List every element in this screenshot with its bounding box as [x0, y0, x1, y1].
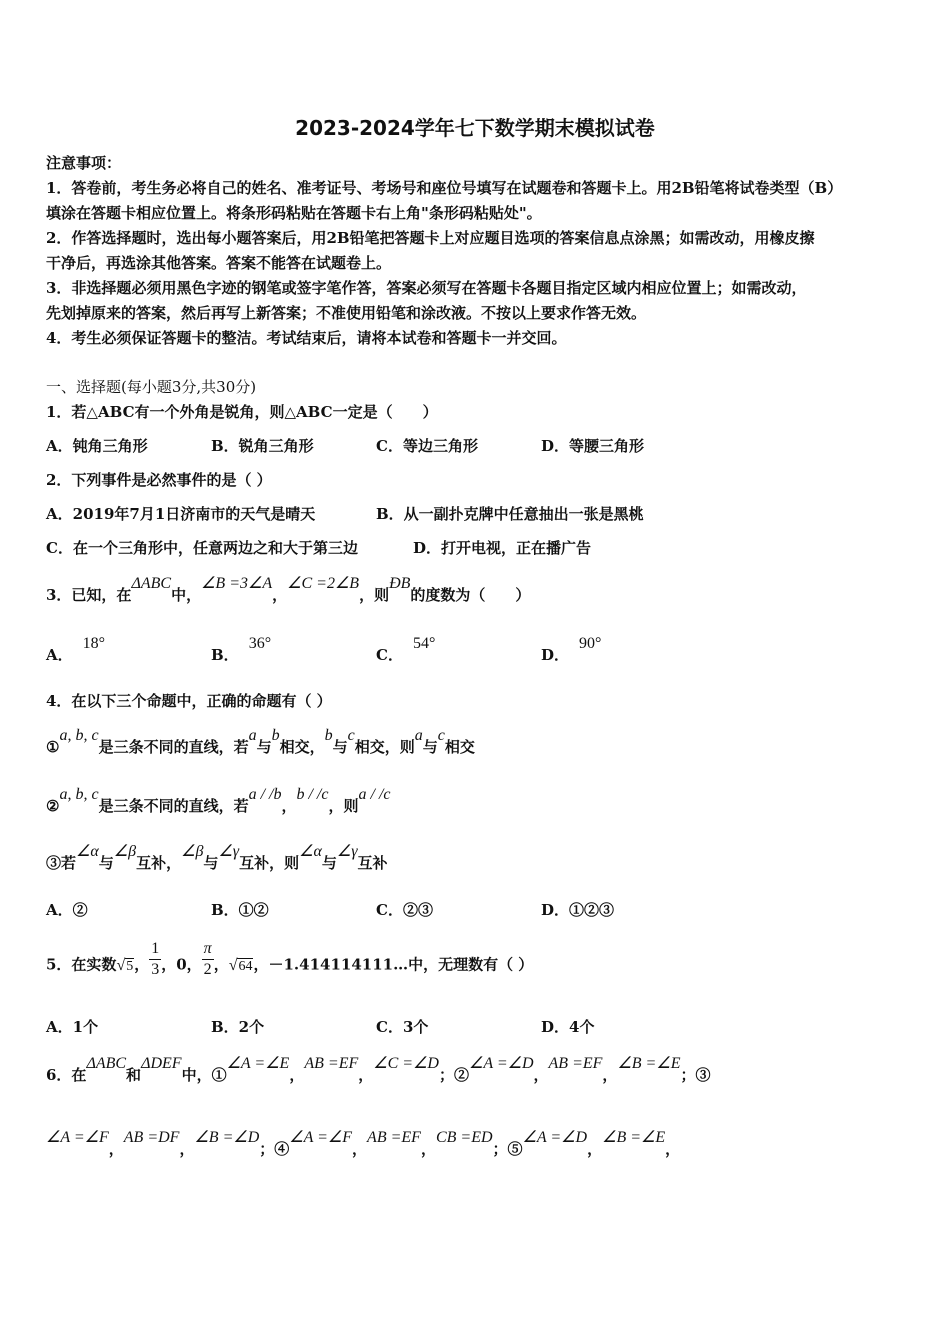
page-title: 2023-2024学年七下数学期末模拟试卷: [295, 116, 655, 140]
text: ，: [134, 955, 150, 974]
fraction: [149, 939, 161, 980]
math: ∠C =2∠B: [287, 575, 360, 592]
math: a, b, c: [59, 727, 99, 744]
q4-proposition-2: [46, 786, 391, 816]
q1-option-b: B．锐角三角形: [211, 437, 314, 455]
text: 5．在实数: [46, 955, 117, 974]
text: 互补，: [136, 854, 182, 872]
option-value: 54°: [412, 635, 436, 652]
fraction: [202, 939, 214, 980]
q4-proposition-3: [46, 843, 388, 873]
math: ∠A =∠F: [289, 1129, 353, 1146]
text: ，: [213, 955, 229, 974]
q2-option-c: C．在一个三角形中，任意两边之和大于第三边: [46, 539, 358, 557]
notice-line: 4．考生必须保证答题卡的整洁。考试结束后，请将本试卷和答题卡一并交回。: [46, 329, 567, 347]
section-heading: 一、选择题(每小题3分,共30分): [46, 378, 257, 396]
question-6-line-2: [46, 1129, 681, 1159]
math: ∠A =∠E: [226, 1055, 290, 1072]
text: 相交: [444, 738, 475, 756]
q4-option-b: B．①②: [211, 901, 269, 919]
text: ，0，: [161, 955, 202, 974]
text: 相交，则: [354, 738, 415, 756]
radicand: 64: [238, 958, 253, 974]
text: ，: [587, 1140, 603, 1158]
text: ，则: [359, 586, 390, 604]
q5-option-b: B．2个: [211, 1018, 265, 1036]
notice-line: 干净后，再选涂其他答案。答案不能答在试题卷上。: [46, 254, 392, 272]
math: c: [437, 727, 445, 744]
q3-option-a: [46, 635, 106, 665]
math: a / /c: [358, 786, 391, 803]
text: ，: [665, 1140, 681, 1158]
text: 是三条不同的直线，若: [98, 797, 249, 815]
text: 的度数为（ ）: [410, 586, 531, 604]
text: 互补: [357, 854, 388, 872]
text: ；④: [259, 1140, 290, 1158]
math: ∠γ: [218, 843, 240, 860]
question-3-stem: [46, 575, 531, 605]
notice-line: 1．答卷前，考生务必将自己的姓名、准考证号、考场号和座位号填写在试题卷和答题卡上。用2B铅笔将试卷类型（B）: [46, 179, 843, 197]
option-label: D．: [541, 646, 570, 664]
math: ∠β: [181, 843, 204, 860]
sqrt-expression: √64: [228, 956, 253, 974]
text: ，: [533, 1066, 549, 1084]
math: ΔABC: [131, 575, 172, 592]
text: ；③: [680, 1066, 711, 1084]
q5-option-a: A．1个: [46, 1018, 99, 1036]
math: ∠B =∠E: [617, 1055, 681, 1072]
radicand: 5: [126, 958, 134, 974]
text: 3．已知，在: [46, 586, 132, 604]
text: 与: [98, 854, 114, 872]
q4-option-a: A．②: [46, 901, 88, 919]
question-4-stem: 4．在以下三个命题中，正确的命题有（ ）: [46, 692, 332, 710]
question-2-stem: 2．下列事件是必然事件的是（ ）: [46, 471, 272, 489]
q5-option-c: C．3个: [376, 1018, 429, 1036]
option-value: 36°: [248, 635, 272, 652]
text: ③若: [46, 854, 77, 872]
text: ，: [420, 1140, 436, 1158]
text: 中，①: [181, 1066, 227, 1084]
text: 和: [126, 1066, 142, 1084]
math: ∠A =∠F: [46, 1129, 109, 1146]
math: AB =EF: [367, 1129, 421, 1146]
text: ，: [281, 797, 297, 815]
denominator: 2: [203, 961, 212, 978]
text: 6．在: [46, 1066, 87, 1084]
math: a / /b: [248, 786, 282, 803]
math: AB =EF: [548, 1055, 603, 1072]
text: ①: [46, 738, 60, 756]
q4-option-d: D．①②③: [541, 901, 615, 919]
q3-option-d: [541, 635, 602, 665]
notice-heading: 注意事项：: [46, 154, 122, 172]
math: ∠A =∠D: [522, 1129, 588, 1146]
q3-option-b: [211, 635, 272, 665]
text: ，: [272, 586, 288, 604]
q2-option-d: D．打开电视，正在播广告: [413, 539, 592, 557]
text: 与: [332, 738, 348, 756]
denominator: 3: [151, 961, 160, 978]
math: ∠α: [299, 843, 322, 860]
option-value: 90°: [579, 635, 602, 652]
math: ∠A =∠D: [468, 1055, 534, 1072]
math: b: [271, 727, 280, 744]
option-label: C．: [376, 646, 403, 664]
text: 与: [256, 738, 272, 756]
math: ∠C =∠D: [373, 1055, 439, 1072]
question-1-stem: 1．若△ABC有一个外角是锐角，则△ABC一定是（ ）: [46, 403, 438, 421]
notice-line: 2．作答选择题时，选出每小题答案后，用2B铅笔把答题卡上对应题目选项的答案信息点涂黑；如需改动，用橡皮擦: [46, 229, 815, 247]
text: 是三条不同的直线，若: [98, 738, 249, 756]
math: ∠α: [76, 843, 99, 860]
math: CB =ED: [435, 1129, 493, 1146]
math: b / /c: [296, 786, 329, 803]
numerator: 1: [149, 939, 161, 960]
text: ；⑤: [492, 1140, 523, 1158]
q4-option-c: C．②③: [376, 901, 433, 919]
text: 与: [422, 738, 438, 756]
q4-proposition-1: [46, 727, 475, 757]
q2-option-b: B．从一副扑克牌中任意抽出一张是黑桃: [376, 505, 644, 523]
math: a, b, c: [59, 786, 99, 803]
q1-option-c: C．等边三角形: [376, 437, 478, 455]
notice-line: 填涂在答题卡相应位置上。将条形码粘贴在答题卡右上角"条形码粘贴处"。: [46, 204, 542, 222]
q1-option-a: A．钝角三角形: [46, 437, 148, 455]
q3-option-c: [376, 635, 436, 665]
math: ∠β: [113, 843, 137, 860]
question-5-stem: [46, 940, 534, 986]
option-label: A．: [46, 646, 73, 664]
math: b: [324, 727, 333, 744]
text: ；②: [438, 1066, 469, 1084]
text: ②: [46, 797, 60, 815]
q2-option-a: A．2019年7月1日济南市的天气是晴天: [46, 505, 316, 523]
text: 与: [321, 854, 337, 872]
text: ，: [179, 1140, 195, 1158]
text: ，－1.414114111…中，无理数有（ ）: [253, 955, 534, 974]
text: 互补，则: [239, 854, 300, 872]
math: ΔDEF: [141, 1055, 182, 1072]
math: ΔABC: [86, 1055, 127, 1072]
math: c: [347, 727, 355, 744]
math: AB =DF: [123, 1129, 180, 1146]
math: a: [248, 727, 257, 744]
text: ，: [602, 1066, 618, 1084]
math: ∠γ: [336, 843, 358, 860]
option-value: 18°: [82, 635, 106, 652]
notice-line: 3．非选择题必须用黑色字迹的钢笔或签字笔作答，答案必须写在答题卡各题目指定区域内相应位置上；如需改动，: [46, 279, 807, 297]
notice-line: 先划掉原来的答案，然后再写上新答案；不准使用铅笔和涂改液。不按以上要求作答无效。: [46, 304, 647, 322]
math: ÐB: [389, 575, 411, 592]
text: 中，: [171, 586, 202, 604]
text: ，则: [328, 797, 359, 815]
math: AB =EF: [304, 1055, 359, 1072]
text: ，: [352, 1140, 368, 1158]
text: 与: [203, 854, 219, 872]
math: ∠B =∠D: [194, 1129, 260, 1146]
question-6-stem: [46, 1055, 711, 1085]
math: ∠B =3∠A: [201, 575, 273, 592]
q5-option-d: D．4个: [541, 1018, 595, 1036]
math: ∠B =∠E: [602, 1129, 666, 1146]
text: ，: [358, 1066, 374, 1084]
q1-option-d: D．等腰三角形: [541, 437, 645, 455]
option-label: B．: [211, 646, 239, 664]
text: 相交，: [279, 738, 325, 756]
math: a: [414, 727, 423, 744]
sqrt-expression: √5: [116, 956, 134, 974]
text: ，: [108, 1140, 124, 1158]
text: ，: [289, 1066, 305, 1084]
numerator: π: [202, 939, 214, 960]
